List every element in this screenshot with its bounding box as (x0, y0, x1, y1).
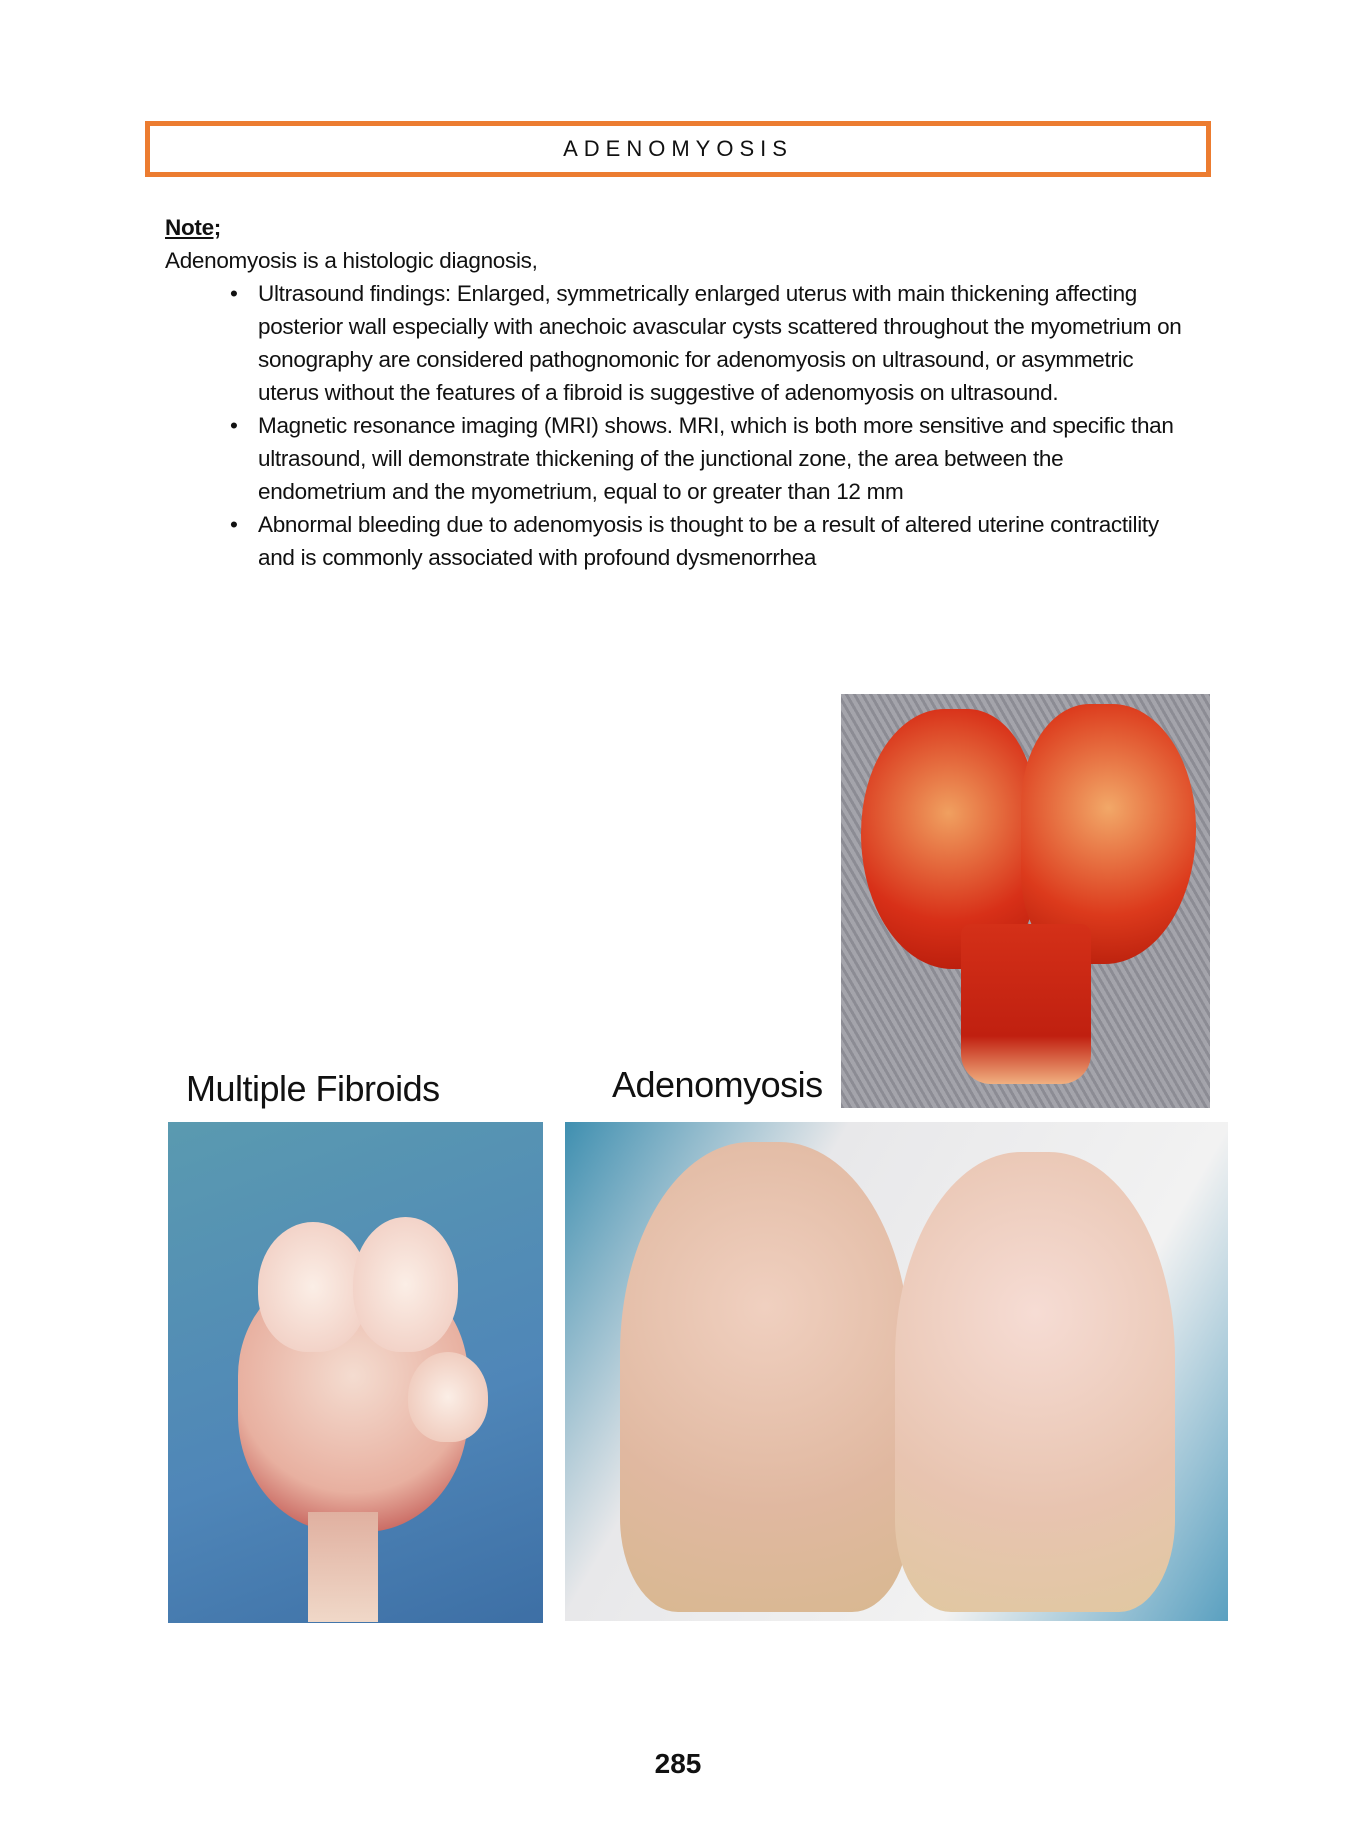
note-section (165, 211, 1195, 574)
list-item: • Ultrasound findings: Enlarged, symmetrically enlarged uterus with main thickening affecting posterior wall especially with anechoic avascular cysts scattered throughout the myometrium on sonography are considered pathognomonic for adenomyosis on ultrasound, or asymmetric uterus without the features of a fibroid is suggestive of adenomyosis on ultrasound. (258, 277, 1195, 409)
adenomyosis-cut-specimen-photo (841, 694, 1210, 1108)
multiple-fibroids-photo (168, 1122, 543, 1623)
list-item: • Abnormal bleeding due to adenomyosis is thought to be a result of altered uterine contractility and is commonly associated with profound dysmenorrhea (258, 508, 1195, 574)
section-header-box (145, 121, 1211, 177)
note-intro: Adenomyosis is a histologic diagnosis, (165, 248, 538, 273)
adenomyosis-caption: Adenomyosis (612, 1064, 823, 1105)
findings-list (165, 277, 1195, 574)
adenomyosis-specimen-photo (565, 1122, 1228, 1621)
note-heading: Note; (165, 215, 221, 240)
section-title: ADENOMYOSIS (563, 136, 793, 161)
page-number: 285 (654, 1748, 702, 1779)
list-item: • Magnetic resonance imaging (MRI) shows. MRI, which is both more sensitive and specific than ultrasound, will demonstrate thickening of the junctional zone, the area between the endometrium and the myometrium, equal to or greater than 12 mm (258, 409, 1195, 508)
fibroids-caption: Multiple Fibroids (186, 1068, 440, 1109)
